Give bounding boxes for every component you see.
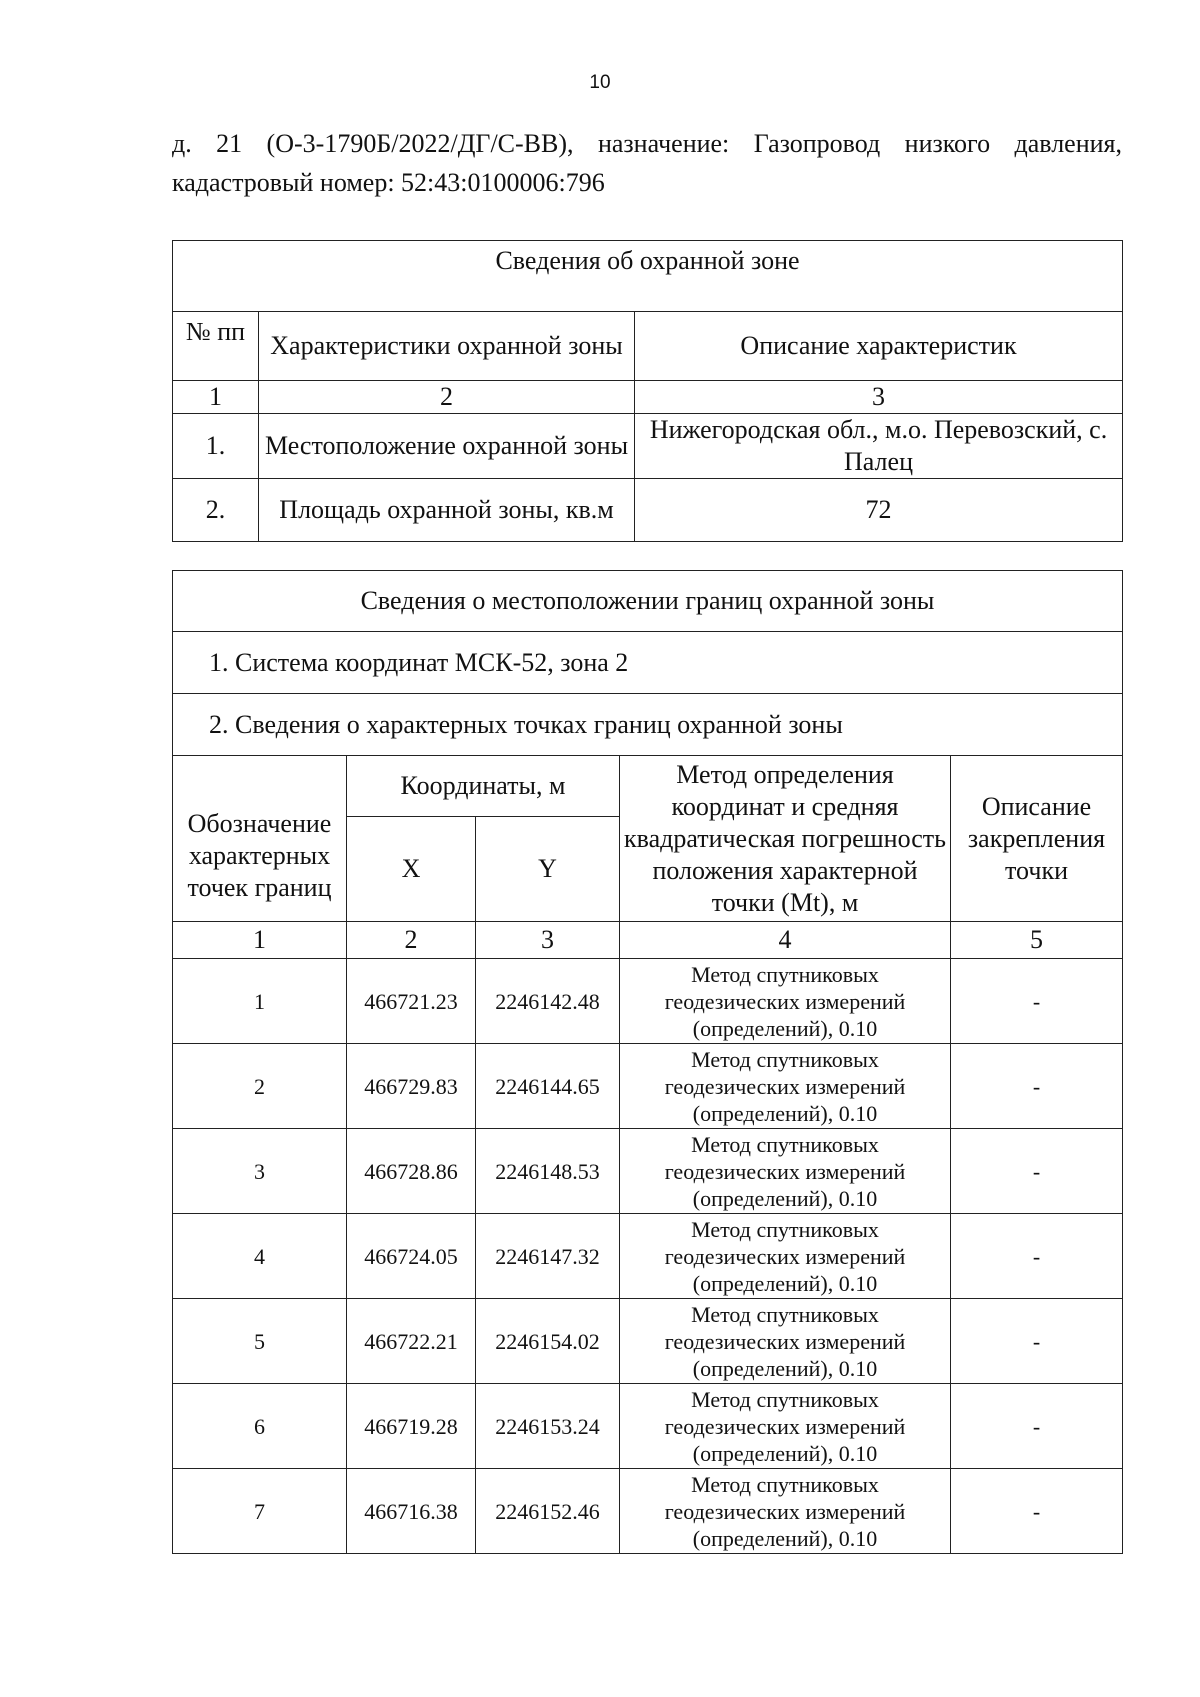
intro-paragraph: д. 21 (О-3-1790Б/2022/ДГ/С-ВВ), назначение: Газопровод низкого давления, кадастровый номер: 52:43:0100006:796	[172, 129, 1122, 197]
row-characteristic: Площадь охранной зоны, кв.м	[259, 479, 635, 542]
point-method: Метод спутниковых геодезических измерений (определений), 0.10	[620, 1299, 951, 1384]
table-row	[173, 1469, 1123, 1554]
zone-info-title: Сведения об охранной зоне	[173, 241, 1123, 312]
point-y: 2246142.48	[476, 959, 620, 1044]
point-id: 7	[173, 1469, 347, 1554]
point-x: 466721.23	[347, 959, 476, 1044]
page-number: 10	[589, 72, 611, 93]
col-number: 2	[259, 381, 635, 414]
col-number: 3	[635, 381, 1123, 414]
col-number: 2	[347, 922, 476, 959]
header-row-number: № пп	[173, 312, 259, 381]
row-value: 72	[635, 479, 1123, 542]
point-fixing: -	[951, 1299, 1123, 1384]
row-value: Нижегородская обл., м.о. Перевозский, с. Палец	[635, 414, 1123, 479]
header-method: Метод определения координат и средняя квадратическая погрешность положения характерной точки (Mt), м	[620, 756, 951, 922]
points-title: 2. Сведения о характерных точках границ охранной зоны	[173, 694, 1123, 756]
point-x: 466724.05	[347, 1214, 476, 1299]
point-fixing: -	[951, 1044, 1123, 1129]
point-fixing: -	[951, 1384, 1123, 1469]
header-description: Описание характеристик	[635, 312, 1123, 381]
point-y: 2246154.02	[476, 1299, 620, 1384]
point-id: 5	[173, 1299, 347, 1384]
point-x: 466716.38	[347, 1469, 476, 1554]
point-id: 4	[173, 1214, 347, 1299]
point-fixing: -	[951, 1129, 1123, 1214]
point-y: 2246144.65	[476, 1044, 620, 1129]
row-number: 2.	[173, 479, 259, 542]
col-number: 1	[173, 922, 347, 959]
coordinate-system: 1. Система координат МСК-52, зона 2	[173, 632, 1123, 694]
point-id: 3	[173, 1129, 347, 1214]
table-row	[173, 959, 1123, 1044]
table-row	[173, 414, 1123, 479]
table-row	[173, 1044, 1123, 1129]
point-method: Метод спутниковых геодезических измерений (определений), 0.10	[620, 1044, 951, 1129]
point-method: Метод спутниковых геодезических измерений (определений), 0.10	[620, 1214, 951, 1299]
point-x: 466728.86	[347, 1129, 476, 1214]
point-fixing: -	[951, 1214, 1123, 1299]
table-row	[173, 1214, 1123, 1299]
point-id: 2	[173, 1044, 347, 1129]
zone-info-table	[172, 240, 1123, 542]
point-id: 1	[173, 959, 347, 1044]
row-number: 1.	[173, 414, 259, 479]
point-fixing: -	[951, 1469, 1123, 1554]
point-id: 6	[173, 1384, 347, 1469]
point-method: Метод спутниковых геодезических измерений (определений), 0.10	[620, 1469, 951, 1554]
table-row	[173, 1299, 1123, 1384]
col-number: 4	[620, 922, 951, 959]
table-row	[173, 479, 1123, 542]
row-characteristic: Местоположение охранной зоны	[259, 414, 635, 479]
header-characteristics: Характеристики охранной зоны	[259, 312, 635, 381]
point-y: 2246153.24	[476, 1384, 620, 1469]
point-x: 466729.83	[347, 1044, 476, 1129]
header-coordinates: Координаты, м	[347, 756, 620, 817]
header-fixing: Описание закрепления точки	[951, 756, 1123, 922]
col-number: 3	[476, 922, 620, 959]
point-fixing: -	[951, 959, 1123, 1044]
point-x: 466719.28	[347, 1384, 476, 1469]
boundaries-table	[172, 570, 1123, 1554]
header-designation: Обозначение характерных точек границ	[173, 756, 347, 922]
point-y: 2246147.32	[476, 1214, 620, 1299]
col-number: 5	[951, 922, 1123, 959]
boundaries-title: Сведения о местоположении границ охранной зоны	[173, 571, 1123, 632]
header-x: X	[347, 817, 476, 922]
header-y: Y	[476, 817, 620, 922]
point-y: 2246148.53	[476, 1129, 620, 1214]
point-x: 466722.21	[347, 1299, 476, 1384]
point-method: Метод спутниковых геодезических измерений (определений), 0.10	[620, 959, 951, 1044]
table-row	[173, 1129, 1123, 1214]
point-y: 2246152.46	[476, 1469, 620, 1554]
point-method: Метод спутниковых геодезических измерений (определений), 0.10	[620, 1129, 951, 1214]
point-method: Метод спутниковых геодезических измерений (определений), 0.10	[620, 1384, 951, 1469]
table-row	[173, 1384, 1123, 1469]
col-number: 1	[173, 381, 259, 414]
